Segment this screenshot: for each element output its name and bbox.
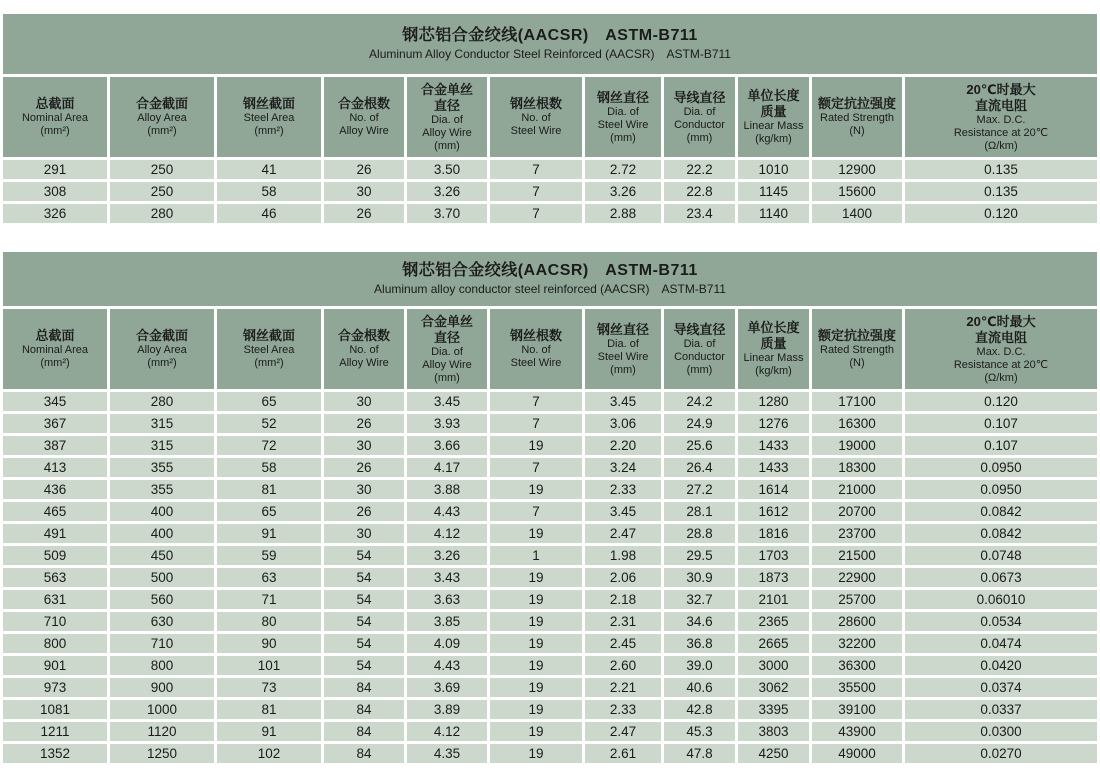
cell-steel-wire-count: 19 (490, 436, 582, 455)
cell-alloy-area: 250 (110, 182, 214, 201)
cell-nominal-area: 631 (3, 590, 107, 609)
cell-steel-wire-dia: 3.45 (585, 392, 661, 411)
cell-max-dc-resistance: 0.0673 (905, 568, 1097, 587)
column-header-linear-mass: 单位长度 质量 Linear Mass (kg/km) (738, 77, 809, 157)
cell-linear-mass: 1145 (738, 182, 809, 201)
cell-alloy-wire-dia: 3.70 (407, 204, 487, 223)
aacsr-spec-table-2 (0, 252, 1100, 766)
cell-steel-wire-dia: 2.21 (585, 678, 661, 697)
cell-steel-wire-count: 19 (490, 590, 582, 609)
cell-alloy-wire-count: 30 (324, 436, 404, 455)
cell-max-dc-resistance: 0.120 (905, 392, 1097, 411)
cell-steel-wire-count: 1 (490, 546, 582, 565)
table-row (3, 204, 1097, 223)
cell-conductor-dia: 39.0 (664, 656, 735, 675)
cell-linear-mass: 4250 (738, 744, 809, 763)
cell-alloy-area: 800 (110, 656, 214, 675)
table-row (3, 656, 1097, 675)
cell-rated-strength: 1400 (812, 204, 902, 223)
cell-conductor-dia: 47.8 (664, 744, 735, 763)
table-subtitle: Aluminum Alloy Conductor Steel Reinforced (AACSR) ASTM-B711 (369, 47, 731, 61)
cell-rated-strength: 39100 (812, 700, 902, 719)
cell-rated-strength: 20700 (812, 502, 902, 521)
cell-linear-mass: 1010 (738, 160, 809, 179)
cell-nominal-area: 367 (3, 414, 107, 433)
table-row (3, 480, 1097, 499)
cell-alloy-wire-count: 26 (324, 160, 404, 179)
cell-linear-mass: 1873 (738, 568, 809, 587)
cell-steel-wire-count: 19 (490, 568, 582, 587)
cell-alloy-area: 710 (110, 634, 214, 653)
cell-steel-wire-dia: 2.88 (585, 204, 661, 223)
column-header-steel-wire-count: 钢丝根数 No. of Steel Wire (490, 309, 582, 389)
cell-steel-wire-count: 19 (490, 480, 582, 499)
cell-steel-wire-dia: 2.33 (585, 480, 661, 499)
cell-conductor-dia: 22.8 (664, 182, 735, 201)
cell-steel-wire-dia: 2.18 (585, 590, 661, 609)
cell-linear-mass: 1280 (738, 392, 809, 411)
cell-alloy-wire-dia: 3.93 (407, 414, 487, 433)
cell-linear-mass: 2665 (738, 634, 809, 653)
cell-alloy-area: 400 (110, 502, 214, 521)
cell-steel-area: 101 (217, 656, 321, 675)
cell-alloy-area: 280 (110, 392, 214, 411)
cell-alloy-wire-dia: 4.12 (407, 722, 487, 741)
cell-nominal-area: 308 (3, 182, 107, 201)
cell-steel-wire-count: 7 (490, 392, 582, 411)
table-row (3, 160, 1097, 179)
cell-linear-mass: 1612 (738, 502, 809, 521)
table-title: 钢芯铝合金绞线(AACSR) ASTM-B711 (402, 262, 698, 279)
cell-steel-area: 59 (217, 546, 321, 565)
cell-linear-mass: 1614 (738, 480, 809, 499)
column-header-linear-mass: 单位长度 质量 Linear Mass (kg/km) (738, 309, 809, 389)
column-header-alloy-wire-dia: 合金单丝 直径 Dia. of Alloy Wire (mm) (407, 77, 487, 157)
column-header-alloy-area: 合金截面 Alloy Area (mm²) (110, 77, 214, 157)
cell-rated-strength: 19000 (812, 436, 902, 455)
cell-alloy-wire-dia: 3.66 (407, 436, 487, 455)
cell-alloy-wire-dia: 3.45 (407, 392, 487, 411)
cell-nominal-area: 1352 (3, 744, 107, 763)
cell-conductor-dia: 45.3 (664, 722, 735, 741)
cell-steel-area: 81 (217, 480, 321, 499)
table-row (3, 436, 1097, 455)
cell-alloy-wire-count: 54 (324, 634, 404, 653)
column-header-alloy-wire-dia: 合金单丝 直径 Dia. of Alloy Wire (mm) (407, 309, 487, 389)
column-header-conductor-dia: 导线直径 Dia. of Conductor (mm) (664, 77, 735, 157)
cell-max-dc-resistance: 0.0374 (905, 678, 1097, 697)
cell-max-dc-resistance: 0.107 (905, 436, 1097, 455)
cell-linear-mass: 1703 (738, 546, 809, 565)
cell-steel-wire-count: 7 (490, 182, 582, 201)
column-header-steel-area: 钢丝截面 Steel Area (mm²) (217, 309, 321, 389)
cell-steel-area: 46 (217, 204, 321, 223)
cell-max-dc-resistance: 0.06010 (905, 590, 1097, 609)
cell-rated-strength: 49000 (812, 744, 902, 763)
table-title-band (3, 252, 1097, 306)
cell-linear-mass: 2365 (738, 612, 809, 631)
cell-conductor-dia: 40.6 (664, 678, 735, 697)
cell-steel-area: 72 (217, 436, 321, 455)
column-header-steel-wire-dia: 钢丝直径 Dia. of Steel Wire (mm) (585, 309, 661, 389)
cell-conductor-dia: 24.2 (664, 392, 735, 411)
column-header-max-dc-resistance: 20℃时最大 直流电阻 Max. D.C. Resistance at 20℃ (Ω/km) (905, 77, 1097, 157)
cell-steel-wire-dia: 2.45 (585, 634, 661, 653)
cell-alloy-area: 900 (110, 678, 214, 697)
cell-steel-area: 91 (217, 524, 321, 543)
cell-rated-strength: 23700 (812, 524, 902, 543)
cell-nominal-area: 710 (3, 612, 107, 631)
cell-steel-wire-count: 19 (490, 634, 582, 653)
column-header-steel-wire-dia: 钢丝直径 Dia. of Steel Wire (mm) (585, 77, 661, 157)
cell-steel-wire-dia: 3.45 (585, 502, 661, 521)
cell-nominal-area: 326 (3, 204, 107, 223)
header-row (3, 77, 1097, 157)
cell-linear-mass: 1276 (738, 414, 809, 433)
cell-alloy-area: 280 (110, 204, 214, 223)
cell-rated-strength: 17100 (812, 392, 902, 411)
table-title: 钢芯铝合金绞线(AACSR) ASTM-B711 (402, 27, 698, 44)
table-body (3, 392, 1097, 763)
cell-alloy-area: 355 (110, 458, 214, 477)
cell-nominal-area: 465 (3, 502, 107, 521)
cell-alloy-wire-count: 30 (324, 392, 404, 411)
table-row (3, 458, 1097, 477)
cell-rated-strength: 28600 (812, 612, 902, 631)
cell-alloy-area: 560 (110, 590, 214, 609)
cell-steel-area: 90 (217, 634, 321, 653)
cell-steel-wire-dia: 3.24 (585, 458, 661, 477)
cell-nominal-area: 345 (3, 392, 107, 411)
column-header-nominal-area: 总截面 Nominal Area (mm²) (3, 309, 107, 389)
cell-steel-wire-count: 19 (490, 612, 582, 631)
cell-max-dc-resistance: 0.135 (905, 182, 1097, 201)
cell-linear-mass: 3803 (738, 722, 809, 741)
cell-steel-wire-count: 19 (490, 744, 582, 763)
cell-alloy-wire-count: 84 (324, 744, 404, 763)
table-row (3, 524, 1097, 543)
cell-alloy-area: 1000 (110, 700, 214, 719)
cell-steel-wire-dia: 2.06 (585, 568, 661, 587)
cell-steel-wire-dia: 2.60 (585, 656, 661, 675)
cell-alloy-area: 315 (110, 436, 214, 455)
cell-nominal-area: 901 (3, 656, 107, 675)
cell-nominal-area: 1081 (3, 700, 107, 719)
cell-alloy-wire-dia: 4.12 (407, 524, 487, 543)
cell-steel-area: 91 (217, 722, 321, 741)
column-header-steel-area: 钢丝截面 Steel Area (mm²) (217, 77, 321, 157)
cell-nominal-area: 800 (3, 634, 107, 653)
cell-steel-wire-dia: 2.61 (585, 744, 661, 763)
cell-conductor-dia: 27.2 (664, 480, 735, 499)
cell-conductor-dia: 22.2 (664, 160, 735, 179)
cell-max-dc-resistance: 0.0748 (905, 546, 1097, 565)
column-header-alloy-area: 合金截面 Alloy Area (mm²) (110, 309, 214, 389)
cell-alloy-wire-dia: 3.43 (407, 568, 487, 587)
cell-alloy-area: 315 (110, 414, 214, 433)
cell-conductor-dia: 29.5 (664, 546, 735, 565)
cell-linear-mass: 2101 (738, 590, 809, 609)
cell-alloy-wire-dia: 4.43 (407, 656, 487, 675)
table-row (3, 700, 1097, 719)
cell-alloy-wire-dia: 4.35 (407, 744, 487, 763)
table-title-band (3, 14, 1097, 74)
cell-alloy-wire-dia: 3.26 (407, 182, 487, 201)
cell-conductor-dia: 24.9 (664, 414, 735, 433)
cell-steel-area: 102 (217, 744, 321, 763)
cell-rated-strength: 32200 (812, 634, 902, 653)
cell-max-dc-resistance: 0.0842 (905, 502, 1097, 521)
cell-nominal-area: 436 (3, 480, 107, 499)
table-row (3, 744, 1097, 763)
cell-max-dc-resistance: 0.120 (905, 204, 1097, 223)
cell-alloy-wire-count: 54 (324, 568, 404, 587)
cell-rated-strength: 43900 (812, 722, 902, 741)
cell-steel-area: 80 (217, 612, 321, 631)
cell-rated-strength: 21000 (812, 480, 902, 499)
cell-alloy-area: 250 (110, 160, 214, 179)
cell-linear-mass: 3395 (738, 700, 809, 719)
cell-alloy-wire-count: 26 (324, 502, 404, 521)
cell-nominal-area: 563 (3, 568, 107, 587)
cell-steel-wire-dia: 3.06 (585, 414, 661, 433)
cell-steel-wire-dia: 2.31 (585, 612, 661, 631)
cell-alloy-wire-count: 54 (324, 656, 404, 675)
cell-max-dc-resistance: 0.0337 (905, 700, 1097, 719)
cell-alloy-area: 1120 (110, 722, 214, 741)
cell-steel-wire-count: 7 (490, 502, 582, 521)
cell-alloy-wire-dia: 4.43 (407, 502, 487, 521)
table-subtitle: Aluminum alloy conductor steel reinforced (AACSR) ASTM-B711 (374, 282, 726, 296)
cell-alloy-wire-count: 26 (324, 204, 404, 223)
cell-alloy-wire-dia: 3.26 (407, 546, 487, 565)
cell-alloy-area: 1250 (110, 744, 214, 763)
cell-linear-mass: 1140 (738, 204, 809, 223)
cell-steel-wire-count: 7 (490, 458, 582, 477)
table-row (3, 634, 1097, 653)
table-row (3, 392, 1097, 411)
column-header-rated-strength: 额定抗拉强度 Rated Strength (N) (812, 77, 902, 157)
cell-steel-area: 65 (217, 392, 321, 411)
cell-linear-mass: 1433 (738, 458, 809, 477)
cell-nominal-area: 491 (3, 524, 107, 543)
cell-steel-wire-dia: 2.47 (585, 524, 661, 543)
cell-nominal-area: 291 (3, 160, 107, 179)
cell-conductor-dia: 26.4 (664, 458, 735, 477)
cell-max-dc-resistance: 0.0300 (905, 722, 1097, 741)
cell-rated-strength: 15600 (812, 182, 902, 201)
cell-max-dc-resistance: 0.0420 (905, 656, 1097, 675)
table-row (3, 722, 1097, 741)
cell-steel-wire-count: 19 (490, 678, 582, 697)
cell-steel-wire-count: 7 (490, 160, 582, 179)
cell-alloy-wire-dia: 3.88 (407, 480, 487, 499)
cell-max-dc-resistance: 0.107 (905, 414, 1097, 433)
cell-steel-wire-count: 7 (490, 414, 582, 433)
cell-alloy-wire-count: 30 (324, 480, 404, 499)
column-header-rated-strength: 额定抗拉强度 Rated Strength (N) (812, 309, 902, 389)
cell-steel-wire-count: 19 (490, 656, 582, 675)
table-header (3, 309, 1097, 389)
cell-alloy-wire-count: 30 (324, 182, 404, 201)
cell-linear-mass: 1816 (738, 524, 809, 543)
cell-steel-wire-count: 19 (490, 524, 582, 543)
aacsr-spec-table-1 (0, 14, 1100, 226)
column-header-nominal-area: 总截面 Nominal Area (mm²) (3, 77, 107, 157)
cell-alloy-wire-count: 84 (324, 678, 404, 697)
cell-alloy-wire-dia: 3.50 (407, 160, 487, 179)
column-header-max-dc-resistance: 20℃时最大 直流电阻 Max. D.C. Resistance at 20℃ (Ω/km) (905, 309, 1097, 389)
cell-rated-strength: 22900 (812, 568, 902, 587)
table-body (3, 160, 1097, 223)
cell-alloy-wire-dia: 3.85 (407, 612, 487, 631)
cell-alloy-wire-count: 84 (324, 700, 404, 719)
cell-steel-wire-count: 7 (490, 204, 582, 223)
cell-steel-area: 65 (217, 502, 321, 521)
cell-alloy-wire-dia: 3.69 (407, 678, 487, 697)
cell-steel-wire-dia: 3.26 (585, 182, 661, 201)
cell-conductor-dia: 36.8 (664, 634, 735, 653)
cell-max-dc-resistance: 0.0950 (905, 480, 1097, 499)
cell-alloy-wire-count: 84 (324, 722, 404, 741)
cell-steel-area: 81 (217, 700, 321, 719)
table-row (3, 612, 1097, 631)
cell-alloy-wire-dia: 4.09 (407, 634, 487, 653)
cell-steel-area: 73 (217, 678, 321, 697)
cell-steel-wire-dia: 2.33 (585, 700, 661, 719)
cell-steel-area: 41 (217, 160, 321, 179)
cell-steel-wire-dia: 1.98 (585, 546, 661, 565)
cell-rated-strength: 21500 (812, 546, 902, 565)
table-header (3, 77, 1097, 157)
cell-max-dc-resistance: 0.0270 (905, 744, 1097, 763)
cell-nominal-area: 413 (3, 458, 107, 477)
cell-nominal-area: 509 (3, 546, 107, 565)
table-row (3, 414, 1097, 433)
cell-max-dc-resistance: 0.135 (905, 160, 1097, 179)
cell-alloy-wire-count: 54 (324, 590, 404, 609)
cell-conductor-dia: 28.8 (664, 524, 735, 543)
cell-conductor-dia: 30.9 (664, 568, 735, 587)
cell-conductor-dia: 23.4 (664, 204, 735, 223)
table-row (3, 568, 1097, 587)
cell-rated-strength: 35500 (812, 678, 902, 697)
cell-rated-strength: 12900 (812, 160, 902, 179)
cell-steel-area: 52 (217, 414, 321, 433)
column-header-alloy-wire-count: 合金根数 No. of Alloy Wire (324, 77, 404, 157)
cell-conductor-dia: 42.8 (664, 700, 735, 719)
cell-alloy-wire-count: 54 (324, 546, 404, 565)
table-row (3, 182, 1097, 201)
cell-alloy-wire-dia: 4.17 (407, 458, 487, 477)
cell-nominal-area: 973 (3, 678, 107, 697)
cell-steel-area: 58 (217, 182, 321, 201)
cell-alloy-wire-count: 54 (324, 612, 404, 631)
cell-conductor-dia: 28.1 (664, 502, 735, 521)
cell-linear-mass: 3062 (738, 678, 809, 697)
cell-alloy-area: 355 (110, 480, 214, 499)
cell-steel-wire-count: 19 (490, 700, 582, 719)
cell-max-dc-resistance: 0.0534 (905, 612, 1097, 631)
cell-conductor-dia: 32.7 (664, 590, 735, 609)
cell-max-dc-resistance: 0.0474 (905, 634, 1097, 653)
header-row (3, 309, 1097, 389)
cell-max-dc-resistance: 0.0842 (905, 524, 1097, 543)
cell-alloy-wire-count: 26 (324, 414, 404, 433)
cell-steel-area: 58 (217, 458, 321, 477)
table-row (3, 678, 1097, 697)
cell-steel-wire-count: 19 (490, 722, 582, 741)
spec-data-table (0, 74, 1100, 226)
cell-rated-strength: 25700 (812, 590, 902, 609)
cell-alloy-wire-count: 30 (324, 524, 404, 543)
cell-alloy-area: 450 (110, 546, 214, 565)
table-row (3, 590, 1097, 609)
cell-conductor-dia: 25.6 (664, 436, 735, 455)
cell-nominal-area: 387 (3, 436, 107, 455)
table-row (3, 502, 1097, 521)
column-header-alloy-wire-count: 合金根数 No. of Alloy Wire (324, 309, 404, 389)
spec-data-table (0, 306, 1100, 766)
cell-rated-strength: 36300 (812, 656, 902, 675)
cell-conductor-dia: 34.6 (664, 612, 735, 631)
cell-rated-strength: 18300 (812, 458, 902, 477)
cell-alloy-wire-dia: 3.89 (407, 700, 487, 719)
cell-linear-mass: 3000 (738, 656, 809, 675)
cell-steel-area: 63 (217, 568, 321, 587)
table-row (3, 546, 1097, 565)
cell-max-dc-resistance: 0.0950 (905, 458, 1097, 477)
cell-steel-area: 71 (217, 590, 321, 609)
column-header-conductor-dia: 导线直径 Dia. of Conductor (mm) (664, 309, 735, 389)
column-header-steel-wire-count: 钢丝根数 No. of Steel Wire (490, 77, 582, 157)
cell-alloy-wire-count: 26 (324, 458, 404, 477)
cell-linear-mass: 1433 (738, 436, 809, 455)
cell-rated-strength: 16300 (812, 414, 902, 433)
cell-steel-wire-dia: 2.20 (585, 436, 661, 455)
cell-nominal-area: 1211 (3, 722, 107, 741)
cell-alloy-area: 630 (110, 612, 214, 631)
cell-alloy-area: 400 (110, 524, 214, 543)
cell-alloy-area: 500 (110, 568, 214, 587)
cell-steel-wire-dia: 2.72 (585, 160, 661, 179)
cell-steel-wire-dia: 2.47 (585, 722, 661, 741)
cell-alloy-wire-dia: 3.63 (407, 590, 487, 609)
